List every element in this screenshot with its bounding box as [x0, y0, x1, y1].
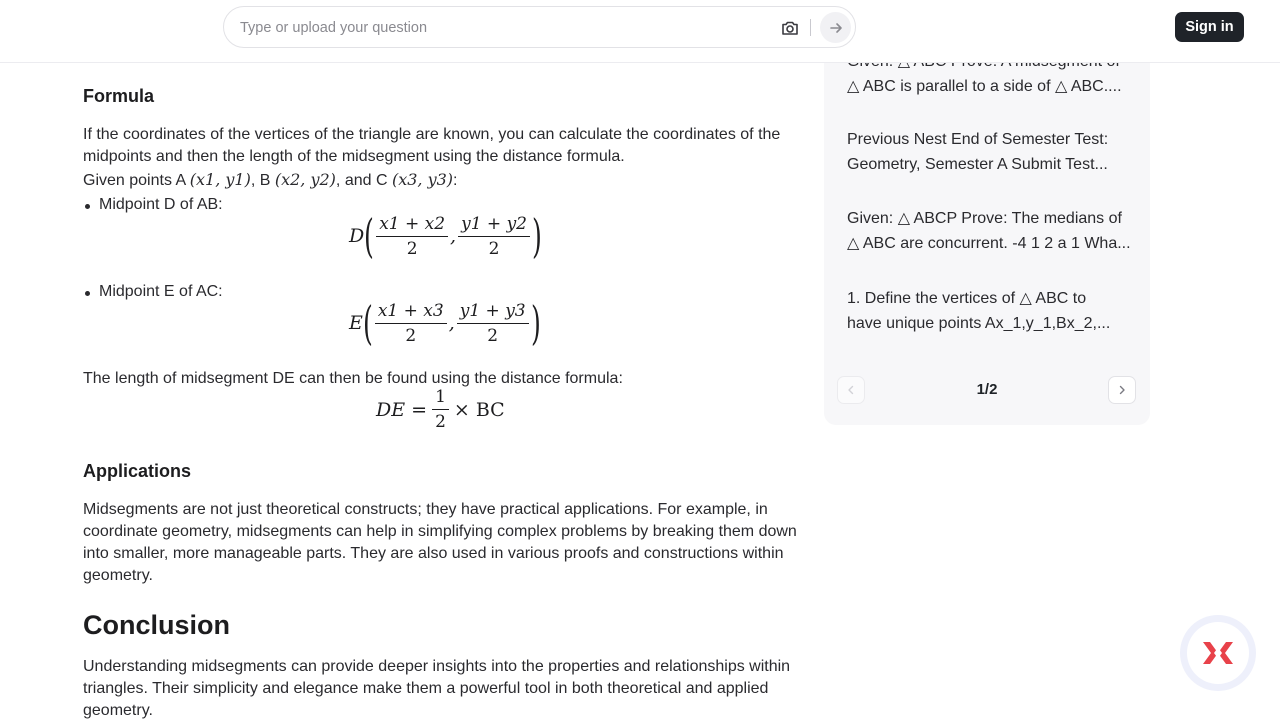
sign-in-button[interactable]: Sign in: [1175, 12, 1244, 42]
conclusion-paragraph: Understanding midsegments can provide deeper insights into the properties and relationships within triangles. Their simplicity and elegance make them a powerful tool in both theoretical and applied geometry.: [83, 658, 791, 719]
conclusion-heading: Conclusion: [83, 610, 230, 640]
pager-next-button[interactable]: [1108, 376, 1136, 404]
related-question-2[interactable]: Previous Nest End of Semester Test: Geometry, Semester A Submit Test...: [847, 131, 1109, 173]
fab-inner: [1187, 622, 1249, 684]
pager-label: 1/2: [976, 381, 998, 398]
applications-heading: Applications: [83, 461, 192, 481]
bullet-dot: [85, 291, 90, 296]
search-input[interactable]: [240, 17, 760, 39]
given-points: Given points A (x1, y1), B (x2, y2), and C (x3, y3):: [83, 170, 458, 189]
applications-paragraph: Midsegments are not just theoretical constructs; they have practical applications. For example, in coordinate geometry, midsegments can help in simplifying complex problems by breaking them down into smaller, more manageable parts. They are also used in various proofs and constructions within geometry.: [83, 501, 797, 584]
formula-midpoint-e: E ( $\frac{x1 + x3}{2}$ , $\frac{y1 + y3}{2}$ ): [349, 296, 541, 350]
intro-paragraph: If the coordinates of the vertices of the triangle are known, you can calculate the coordinates of the midpoints and then the length of the midsegment using the distance formula.: [83, 126, 781, 165]
top-bar: [0, 0, 1280, 63]
formula-midpoint-d: D ( $\frac{x1 + x2}{2}$ , $\frac{y1 + y2}{2}$ ): [349, 209, 542, 263]
camera-icon[interactable]: [780, 18, 800, 38]
related-questions-panel: [824, 63, 1150, 425]
search-box[interactable]: [223, 6, 856, 48]
length-paragraph: The length of midsegment DE can then be found using the distance formula:: [83, 370, 623, 387]
submit-button[interactable]: [820, 12, 851, 43]
x-logo-icon: [1201, 640, 1235, 666]
formula-midsegment-length: DE = $\frac{1}{2}$ × BC: [376, 387, 505, 432]
bullet-dot: [85, 204, 90, 209]
search-divider: [810, 19, 811, 36]
formula-heading: Formula: [83, 86, 155, 106]
arrow-right-icon: [829, 21, 843, 35]
related-question-3[interactable]: Given: △ ABCP Prove: The medians of △ ABC are concurrent. -4 1 2 a 1 Wha...: [847, 210, 1131, 252]
pager-prev-button[interactable]: [837, 376, 865, 404]
related-question-4[interactable]: 1. Define the vertices of △ ABC to have unique points Ax_1,y_1,Bx_2,...: [847, 290, 1111, 332]
chevron-left-icon: [846, 385, 856, 395]
related-question-1[interactable]: △ ABC is parallel to a side of △ ABC....: [847, 78, 1122, 95]
chevron-right-icon: [1117, 385, 1127, 395]
assistant-fab[interactable]: [1180, 615, 1256, 691]
